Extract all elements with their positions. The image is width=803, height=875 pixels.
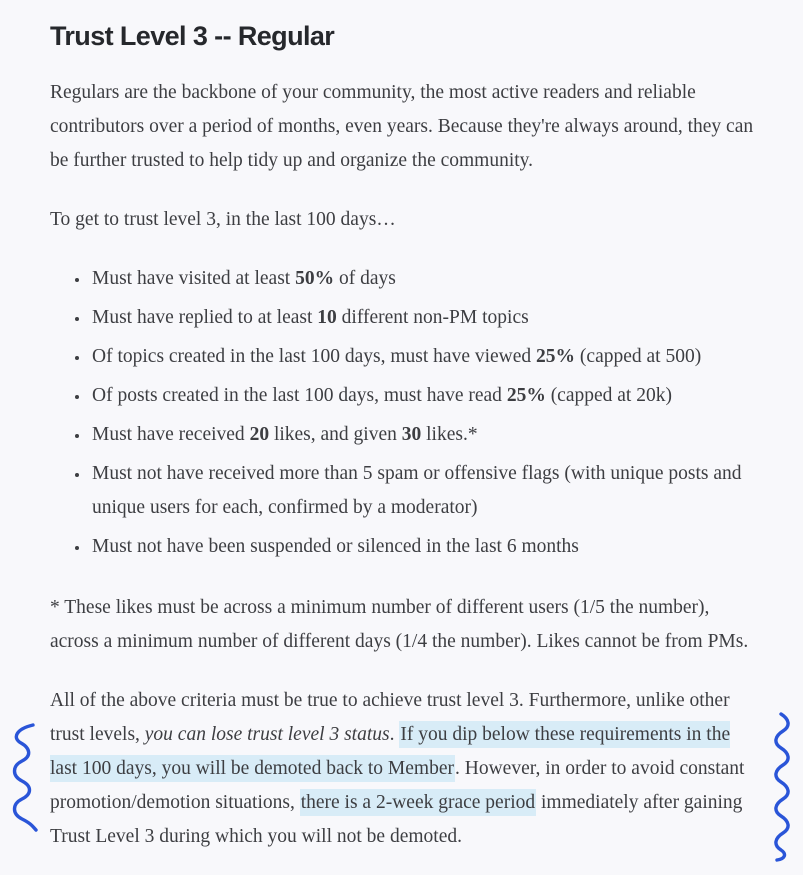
text-segment-normal: Of topics created in the last 100 days, must have viewed <box>92 346 537 368</box>
footnote-paragraph: * These likes must be across a minimum number of different users (1/5 the number), across a minimum number of different days (1/4 the number). Likes cannot be from PMs. <box>50 597 749 653</box>
text-segment-normal: . However, in order to avoid constant promotion/demotion situations, <box>50 758 745 814</box>
criteria-list-item <box>90 262 755 296</box>
text-segment-bold: 10 <box>317 307 337 329</box>
text-segment-bold: 30 <box>401 424 422 446</box>
text-segment-normal: (capped at 500) <box>575 346 702 368</box>
text-segment-normal: All of the above criteria must be true to achieve trust level 3. Furthermore, unlike other trust levels, <box>50 690 730 746</box>
text-segment-normal: of days <box>334 268 396 290</box>
text-segment-normal: Must have visited at least <box>92 268 296 290</box>
text-segment-highlight: If you dip below these requirements in the last 100 days, you will be demoted back to Member <box>50 721 730 782</box>
criteria-lead-paragraph: To get to trust level 3, in the last 100 days… <box>50 209 396 231</box>
criteria-list-item <box>90 457 755 525</box>
page-title: Trust Level 3 -- Regular <box>50 21 335 51</box>
criteria-list-item <box>90 340 755 374</box>
text-segment-normal: immediately after gaining Trust Level 3 during which you will not be demoted. <box>50 792 743 848</box>
text-segment-normal: likes.* <box>421 424 478 446</box>
text-segment-bold: 25% <box>506 385 546 407</box>
criteria-list <box>50 262 755 564</box>
text-segment-normal: . <box>389 724 400 746</box>
text-segment-normal: Must have replied to at least <box>92 307 318 329</box>
intro-paragraph: Regulars are the backbone of your community, the most active readers and reliable contributors over a period of months, even years. Because they're always around, they can be further trusted to help tidy up and organize the community. <box>50 82 754 172</box>
text-segment-normal: likes, and given <box>269 424 402 446</box>
text-segment-normal: different non-PM topics <box>336 307 529 329</box>
text-segment-normal: Must have received <box>92 424 250 446</box>
text-segment-normal: Must not have been suspended or silenced in the last 6 months <box>92 536 579 558</box>
text-segment-bold: 20 <box>249 424 270 446</box>
criteria-list-item <box>90 530 755 564</box>
conclusion-paragraph <box>50 684 755 854</box>
criteria-list-item <box>90 418 755 452</box>
text-segment-normal: Must not have received more than 5 spam or offensive flags (with unique posts and unique users for each, confirmed by a moderator) <box>92 463 742 519</box>
text-segment-normal: Of posts created in the last 100 days, must have read <box>92 385 507 407</box>
text-segment-bold: 50% <box>295 268 335 290</box>
text-segment-highlight: there is a 2-week grace period <box>300 789 536 816</box>
criteria-list-item <box>90 379 755 413</box>
criteria-list-item <box>90 301 755 335</box>
text-segment-bold: 25% <box>536 346 576 368</box>
text-segment-normal: (capped at 20k) <box>545 385 672 407</box>
text-segment-italic: you can lose trust level 3 status <box>144 724 390 746</box>
